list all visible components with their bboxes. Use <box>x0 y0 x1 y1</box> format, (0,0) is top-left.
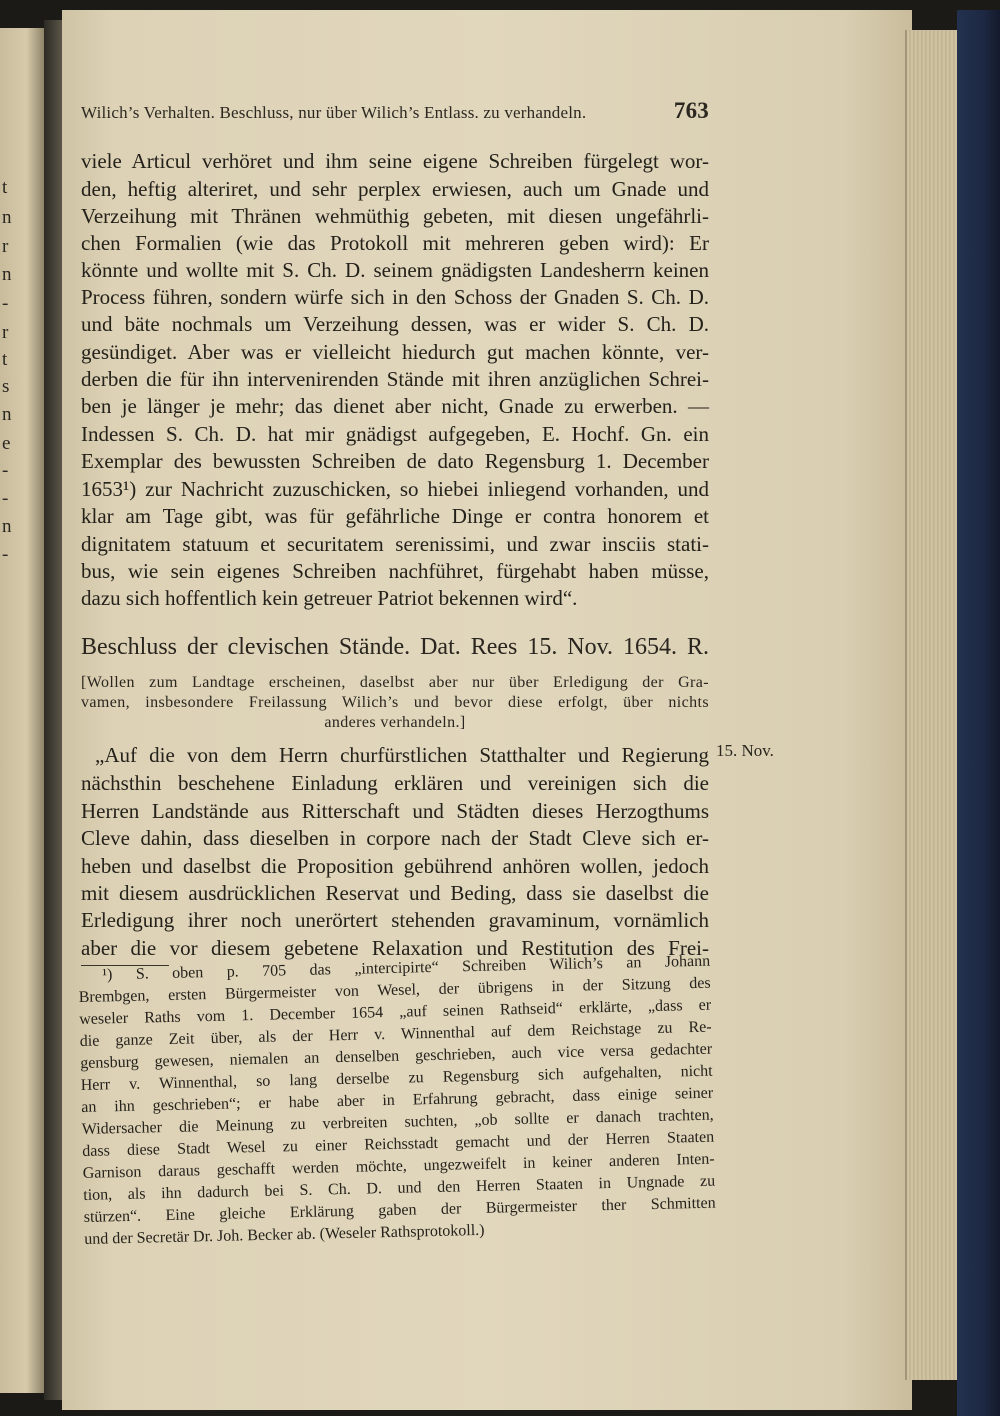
running-head-title: Wilich’s Verhalten. Beschluss, nur über Wilich’s Entlass. zu verhandeln. <box>81 103 587 122</box>
body-line: Process führen, sondern würfe sich in den Schoss der Gnaden S. Ch. D. <box>81 285 709 309</box>
body-line: Exemplar des bewussten Schreiben de dato Regensburg 1. December <box>81 449 709 473</box>
body-line: bus, wie sein eigenes Schreiben nachführet, fürgehabt haben müsse, <box>81 559 709 583</box>
summary-line: vamen, insbesondere Freilassung Wilich’s und bevor diese erfolgt, über nichts <box>81 694 709 711</box>
footnote-line: Brembgen, ersten Bürgermeister von Wesel, der übrigens in der Sitzung des <box>78 974 711 1006</box>
facing-page-letter: s <box>2 376 10 397</box>
footnote-line: die ganze Zeit über, als der Herr v. Winnenthal auf dem Reichstage zu Re- <box>79 1018 712 1050</box>
footnote-line: an ihn geschrieben“; er habe aber in Erfahrung gebracht, dass einige seiner <box>81 1084 714 1116</box>
facing-page-letter: n <box>2 516 12 537</box>
body-line: klar am Tage gibt, was für gefährliche Dinge er contra honorem et <box>81 504 709 528</box>
facing-page-letter: t <box>2 349 8 370</box>
summary-line: anderes verhandeln.] <box>324 714 466 731</box>
footnote-line: und der Secretär Dr. Joh. Becker ab. (Weseler Rathsprotokoll.) <box>84 1221 485 1248</box>
body-line: den, heftig alteriret, und sehr perplex erwiesen, auch um Gnade und <box>81 177 709 201</box>
quote-line: Herren Landstände aus Ritterschaft und Städten dieses Herzogthums <box>81 799 709 823</box>
facing-page-letter: n <box>2 404 12 425</box>
body-line: könnte und wollte mit S. Ch. D. seinem gnädigsten Landesherrn keinen <box>81 258 709 282</box>
quote-line: aber die vor diesem gebetene Relaxation und Restitution des Frei- <box>81 936 709 960</box>
book-cover <box>957 10 1000 1416</box>
summary-line: [Wollen zum Landtage erscheinen, daselbst aber nur über Erledigung der Gra- <box>81 674 709 691</box>
body-line: derben die für ihn intervenirenden Stände mit ihren anzüglichen Schrei- <box>81 367 709 391</box>
footnote-line: dass diese Stadt Wesel zu einer Reichsstadt gemacht und der Herren Staaten <box>82 1128 715 1160</box>
body-line: Verzeihung mit Thränen wehmüthig gebeten, mit diesen ungefährli- <box>81 204 709 228</box>
quote-line: mit diesem ausdrücklichen Reservat und Beding, dass sie daselbst die <box>81 881 709 905</box>
facing-page-letter: - <box>2 488 9 509</box>
body-line: dignitatem statuum et securitatem serenissimi, und zwar insciis stati- <box>81 532 709 556</box>
footnote-line: Herr v. Winnenthal, so lang derselbe zu Regensburg sich aufgehalten, nicht <box>80 1062 713 1094</box>
facing-page-letter: - <box>2 544 9 565</box>
body-line: ben je länger je mehr; das dienet aber nicht, Gnade zu erwerben. — <box>81 394 709 418</box>
facing-page-letter: t <box>2 177 8 198</box>
footnote-line: gensburg gewesen, niemalen an denselben geschrieben, auch vice versa gedachter <box>80 1040 713 1072</box>
footnote-line: Garnison daraus geschafft werden möchte, ungezweifelt in keiner anderen Inten- <box>82 1150 715 1182</box>
body-line: dazu sich hoffentlich kein getreuer Patriot bekennen wird“. <box>81 586 578 610</box>
facing-page-letter: n <box>2 207 12 228</box>
facing-page-edge <box>0 28 44 1393</box>
document-heading: Beschluss der clevischen Stände. Dat. Rees 15. Nov. 1654. R. <box>81 634 709 660</box>
quote-line: Erledigung ihrer noch unerörtert stehenden gravaminum, vornämlich <box>81 908 709 932</box>
footnote-line: Widersacher die Meinung zu verbreiten suchten, „ob sollte er danach trachten, <box>81 1106 714 1138</box>
page-block-edges <box>905 30 959 1380</box>
body-line: chen Formalien (wie das Protokoll mit mehreren geben wird): Er <box>81 231 709 255</box>
facing-page-letter: n <box>2 264 12 285</box>
footnote-line: tion, als ihn dadurch bei S. Ch. D. und den Herren Staaten in Ungnade zu <box>83 1172 716 1204</box>
facing-page-letter: r <box>2 322 9 343</box>
quote-line: nächsthin beschehene Einladung erklären und vereinigen sich die <box>81 771 709 795</box>
body-line: viele Articul verhöret und ihm seine eigene Schreiben fürgelegt wor- <box>81 149 709 173</box>
facing-page-letter: e <box>2 433 11 454</box>
body-line: Indessen S. Ch. D. hat mir gnädigst aufgegeben, E. Hochf. Gn. ein <box>81 422 709 446</box>
footnote-line: ¹) S. oben p. 705 das „intercipirte“ Schreiben Wilich’s an Johann <box>102 952 711 984</box>
page-number: 763 <box>673 98 709 123</box>
margin-date: 15. Nov. <box>716 741 774 760</box>
footnote-line: stürzen“. Eine gleiche Erklärung gaben der Bürgermeister ther Schmitten <box>83 1194 716 1226</box>
facing-page-letter: - <box>2 293 9 314</box>
body-line: und bäte nochmals um Verzeihung dessen, was er wider S. Ch. D. <box>81 312 709 336</box>
facing-page-letter: - <box>2 460 9 481</box>
quote-line: heben und daselbst die Proposition gebührend anhören wollen, jedoch <box>81 854 709 878</box>
body-line: 1653¹) zur Nachricht zuzuschicken, so hiebei inliegend vorhanden, und <box>81 477 709 501</box>
footnote-line: weseler Raths vom 1. December 1654 „auf seinen Rathseid“ erklärte, „dass er <box>79 996 712 1028</box>
facing-page-letter: r <box>2 236 9 257</box>
quote-line: Cleve dahin, dass dieselben in corpore nach der Stadt Cleve sich er- <box>81 826 709 850</box>
quote-line: „Auf die von dem Herrn churfürstlichen Statthalter und Regierung <box>95 743 709 767</box>
body-line: gesündiget. Aber was er vielleicht hiedurch gut machen könnte, ver- <box>81 340 709 364</box>
